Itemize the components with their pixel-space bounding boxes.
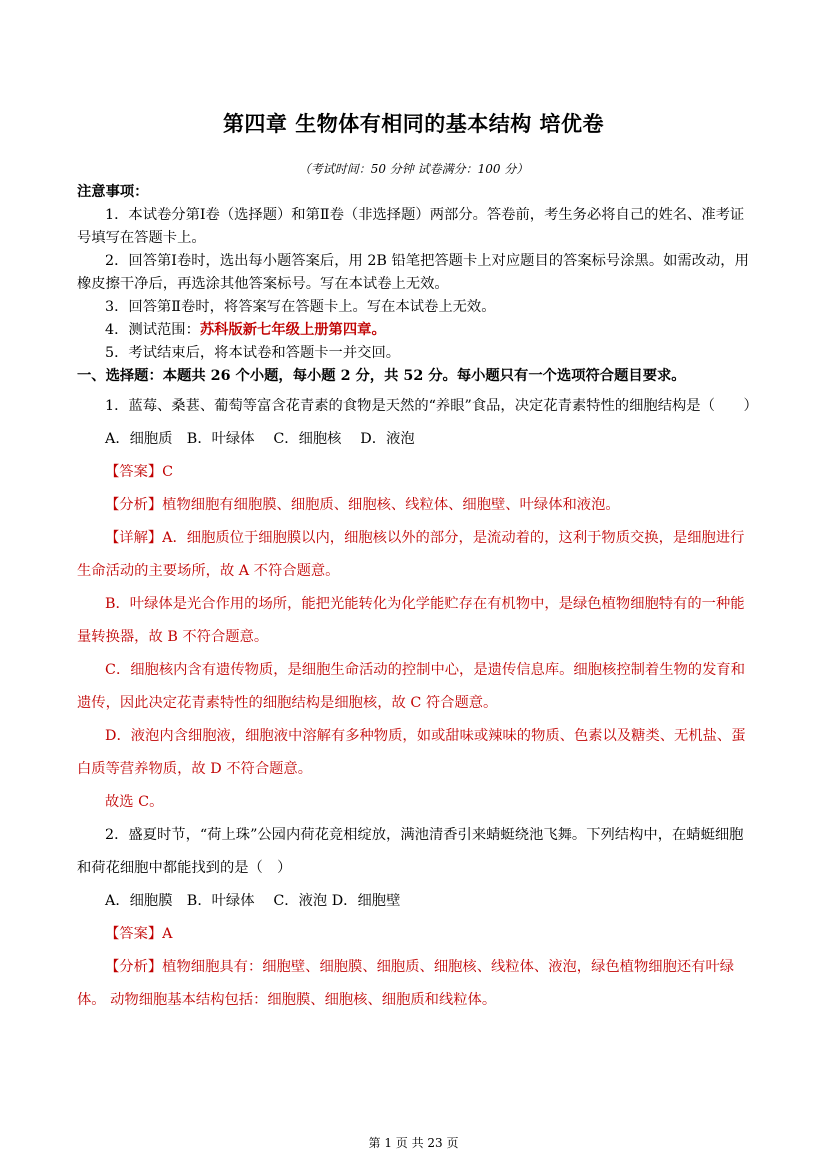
q2-stem-line-2: 和荷花细胞中都能找到的是（ ） (77, 860, 292, 876)
q2-analysis-line-1: 【分析】植物细胞具有：细胞壁、细胞膜、细胞质、细胞核、线粒体、液泡，绿色植物细胞还有叶绿 (105, 959, 735, 975)
q1-options: A．细胞质 B．叶绿体 C．细胞核 D．液泡 (105, 431, 415, 447)
q1-stem: 1．蓝莓、桑葚、葡萄等富含花青素的食物是天然的“养眼”食品，决定花青素特性的细胞结构是（ ） (105, 398, 758, 414)
q1-detail-a-line-2: 生命活动的主要场所，故 A 不符合题意。 (77, 563, 340, 579)
q1-detail-d-line-1: D．液泡内含细胞液，细胞液中溶解有多种物质，如或甜味或辣味的物质、色素以及糖类、无机盐、蛋 (105, 728, 746, 744)
q1-detail-c-line-1: C．细胞核内含有遗传物质，是细胞生命活动的控制中心，是遗传信息库。细胞核控制着生物的发育和 (105, 662, 745, 678)
notice-item-4-prefix: 4．测试范围： (105, 322, 200, 338)
notice-item-2-line-2: 橡皮擦干净后，再选涂其他答案标号。写在本试卷上无效。 (77, 276, 449, 292)
q2-analysis-line-2: 体。 动物细胞基本结构包括：细胞膜、细胞核、细胞质和线粒体。 (77, 992, 497, 1008)
notice-item-4-scope: 苏科版新七年级上册第四章。 (199, 322, 386, 338)
q1-analysis: 【分析】植物细胞有细胞膜、细胞质、细胞核、线粒体、细胞壁、叶绿体和液泡。 (105, 497, 620, 513)
q2-answer: 【答案】A (105, 926, 173, 942)
notice-item-4 (105, 320, 386, 340)
q1-conclusion: 故选 C。 (105, 794, 164, 810)
notice-item-1-line-1: 1．本试卷分第Ⅰ卷（选择题）和第Ⅱ卷（非选择题）两部分。答卷前，考生务必将自己的姓名、准考证 (105, 207, 745, 223)
exam-meta: （考试时间：50 分钟 试卷满分：100 分） (298, 162, 529, 176)
q1-detail-b-line-1: B．叶绿体是光合作用的场所，能把光能转化为化学能贮存在有机物中，是绿色植物细胞特有的一种能 (105, 596, 745, 612)
document-title: 第四章 生物体有相同的基本结构 培优卷 (222, 111, 605, 136)
notice-item-5: 5．考试结束后，将本试卷和答题卡一并交回。 (105, 345, 401, 361)
notice-item-2-line-1: 2．回答第Ⅰ卷时，选出每小题答案后，用 2B 铅笔把答题卡上对应题目的答案标号涂黑。如需改动，用 (105, 253, 749, 269)
q1-answer: 【答案】C (105, 464, 174, 480)
notice-item-3: 3．回答第Ⅱ卷时，将答案写在答题卡上。写在本试卷上无效。 (105, 299, 496, 315)
q1-detail-c-line-2: 遗传，因此决定花青素特性的细胞结构是细胞核，故 C 符合题意。 (77, 695, 498, 711)
q1-detail-b-line-2: 量转换器，故 B 不符合题意。 (77, 629, 269, 645)
q1-detail-a-line-1: 【详解】A．细胞质位于细胞膜以内，细胞核以外的部分，是流动着的，这利于物质交换，是细胞进行 (105, 530, 745, 546)
q1-detail-d-line-2: 白质等营养物质，故 D 不符合题意。 (77, 761, 313, 777)
q2-options: A．细胞膜 B．叶绿体 C．液泡 D．细胞壁 (105, 893, 401, 909)
section-1-heading: 一、选择题：本题共 26 个小题，每小题 2 分，共 52 分。每小题只有一个选项符合题目要求。 (77, 368, 686, 384)
q2-stem-line-1: 2．盛夏时节，“荷上珠”公园内荷花竞相绽放，满池清香引来蜻蜓绕池飞舞。下列结构中，在蜻蜓细胞 (105, 827, 744, 843)
notice-item-1-line-2: 号填写在答题卡上。 (77, 230, 206, 246)
notice-heading: 注意事项： (77, 184, 149, 200)
page-footer: 第 1 页 共 23 页 (368, 1136, 459, 1150)
